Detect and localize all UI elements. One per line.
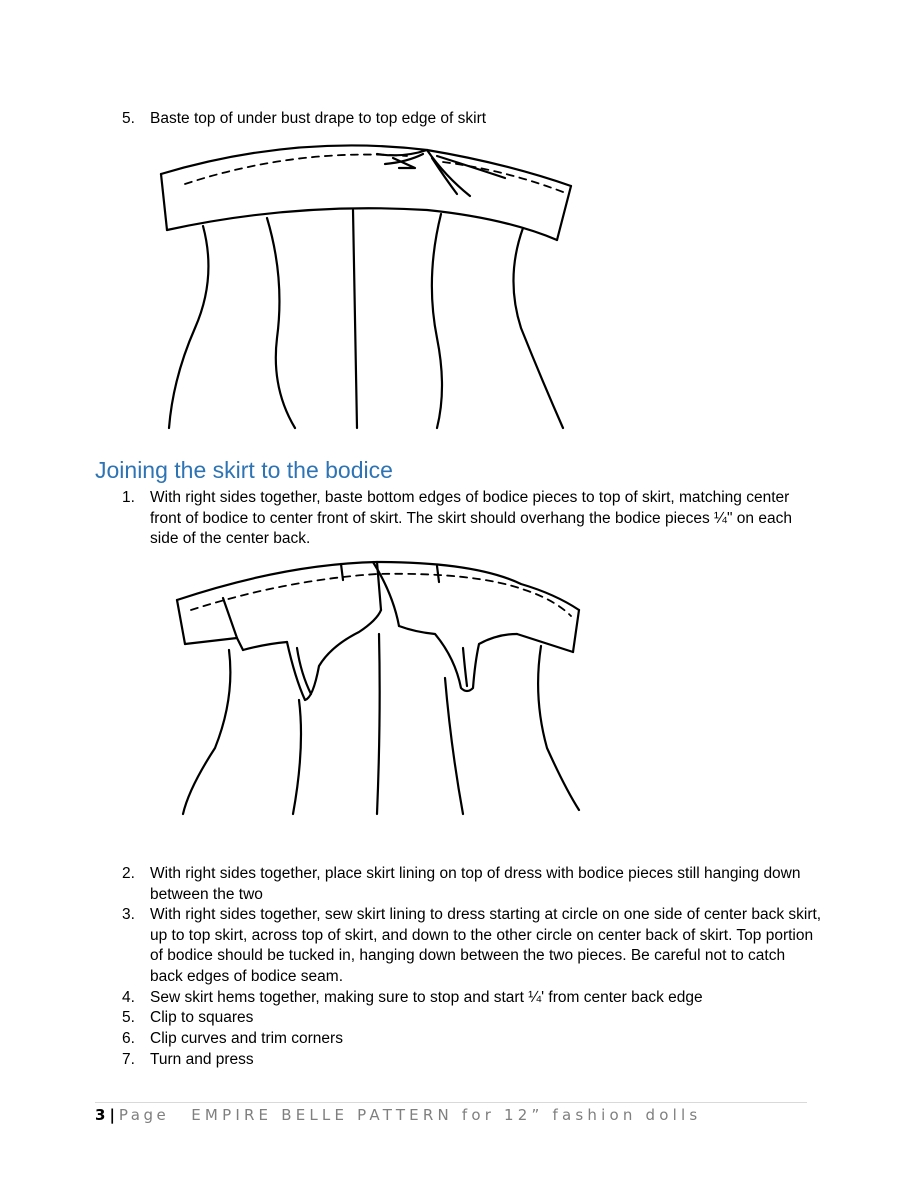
step-text: Clip curves and trim corners xyxy=(150,1030,343,1047)
step-number: 4. xyxy=(122,989,135,1006)
step-number: 7. xyxy=(122,1051,135,1068)
step-number: 5. xyxy=(122,110,135,127)
step-number: 2. xyxy=(122,865,135,882)
page-number: 3 xyxy=(95,1106,106,1124)
step-text: With right sides together, sew skirt lining to dress starting at circle on one side of center back skirt, up to top skirt, across top of skirt, and down to the other circle on center back of skirt. Top portion of bodice should be tucked in, hanging down between the two pieces. Be careful not to catch back edges of bodice seam. xyxy=(150,906,822,985)
instruction-step xyxy=(122,905,822,987)
step-text: With right sides together, place skirt lining on top of dress with bodice pieces still hanging down between the two xyxy=(150,865,801,903)
step-number: 6. xyxy=(122,1030,135,1047)
page-footer xyxy=(95,1106,701,1124)
drape-skirt-illustration xyxy=(145,128,585,433)
instruction-step xyxy=(122,864,822,905)
step-number: 1. xyxy=(122,489,135,506)
instruction-step xyxy=(122,1008,822,1029)
footer-divider xyxy=(95,1102,807,1103)
instruction-step xyxy=(122,488,822,550)
step-text: Turn and press xyxy=(150,1051,254,1068)
step-number: 3. xyxy=(122,906,135,923)
footer-separator: | xyxy=(109,1106,115,1124)
skirt-bodice-illustration xyxy=(145,548,585,820)
document-title: EMPIRE BELLE PATTERN for 12” fashion dolls xyxy=(191,1106,702,1124)
instruction-step xyxy=(122,1029,822,1050)
instruction-step xyxy=(122,109,822,130)
step-number: 5. xyxy=(122,1009,135,1026)
page-label: Page xyxy=(118,1106,170,1124)
section-heading: Joining the skirt to the bodice xyxy=(95,457,393,483)
step-text: Baste top of under bust drape to top edge of skirt xyxy=(150,110,487,127)
instruction-step xyxy=(122,1050,822,1071)
step-text: Clip to squares xyxy=(150,1009,254,1026)
step-text: With right sides together, baste bottom edges of bodice pieces to top of skirt, matching center front of bodice to center front of skirt. The skirt should overhang the bodice pieces ¼" on each side of the center back. xyxy=(150,489,792,548)
step-text: Sew skirt hems together, making sure to stop and start ¼' from center back edge xyxy=(150,989,703,1006)
instruction-step xyxy=(122,988,822,1009)
